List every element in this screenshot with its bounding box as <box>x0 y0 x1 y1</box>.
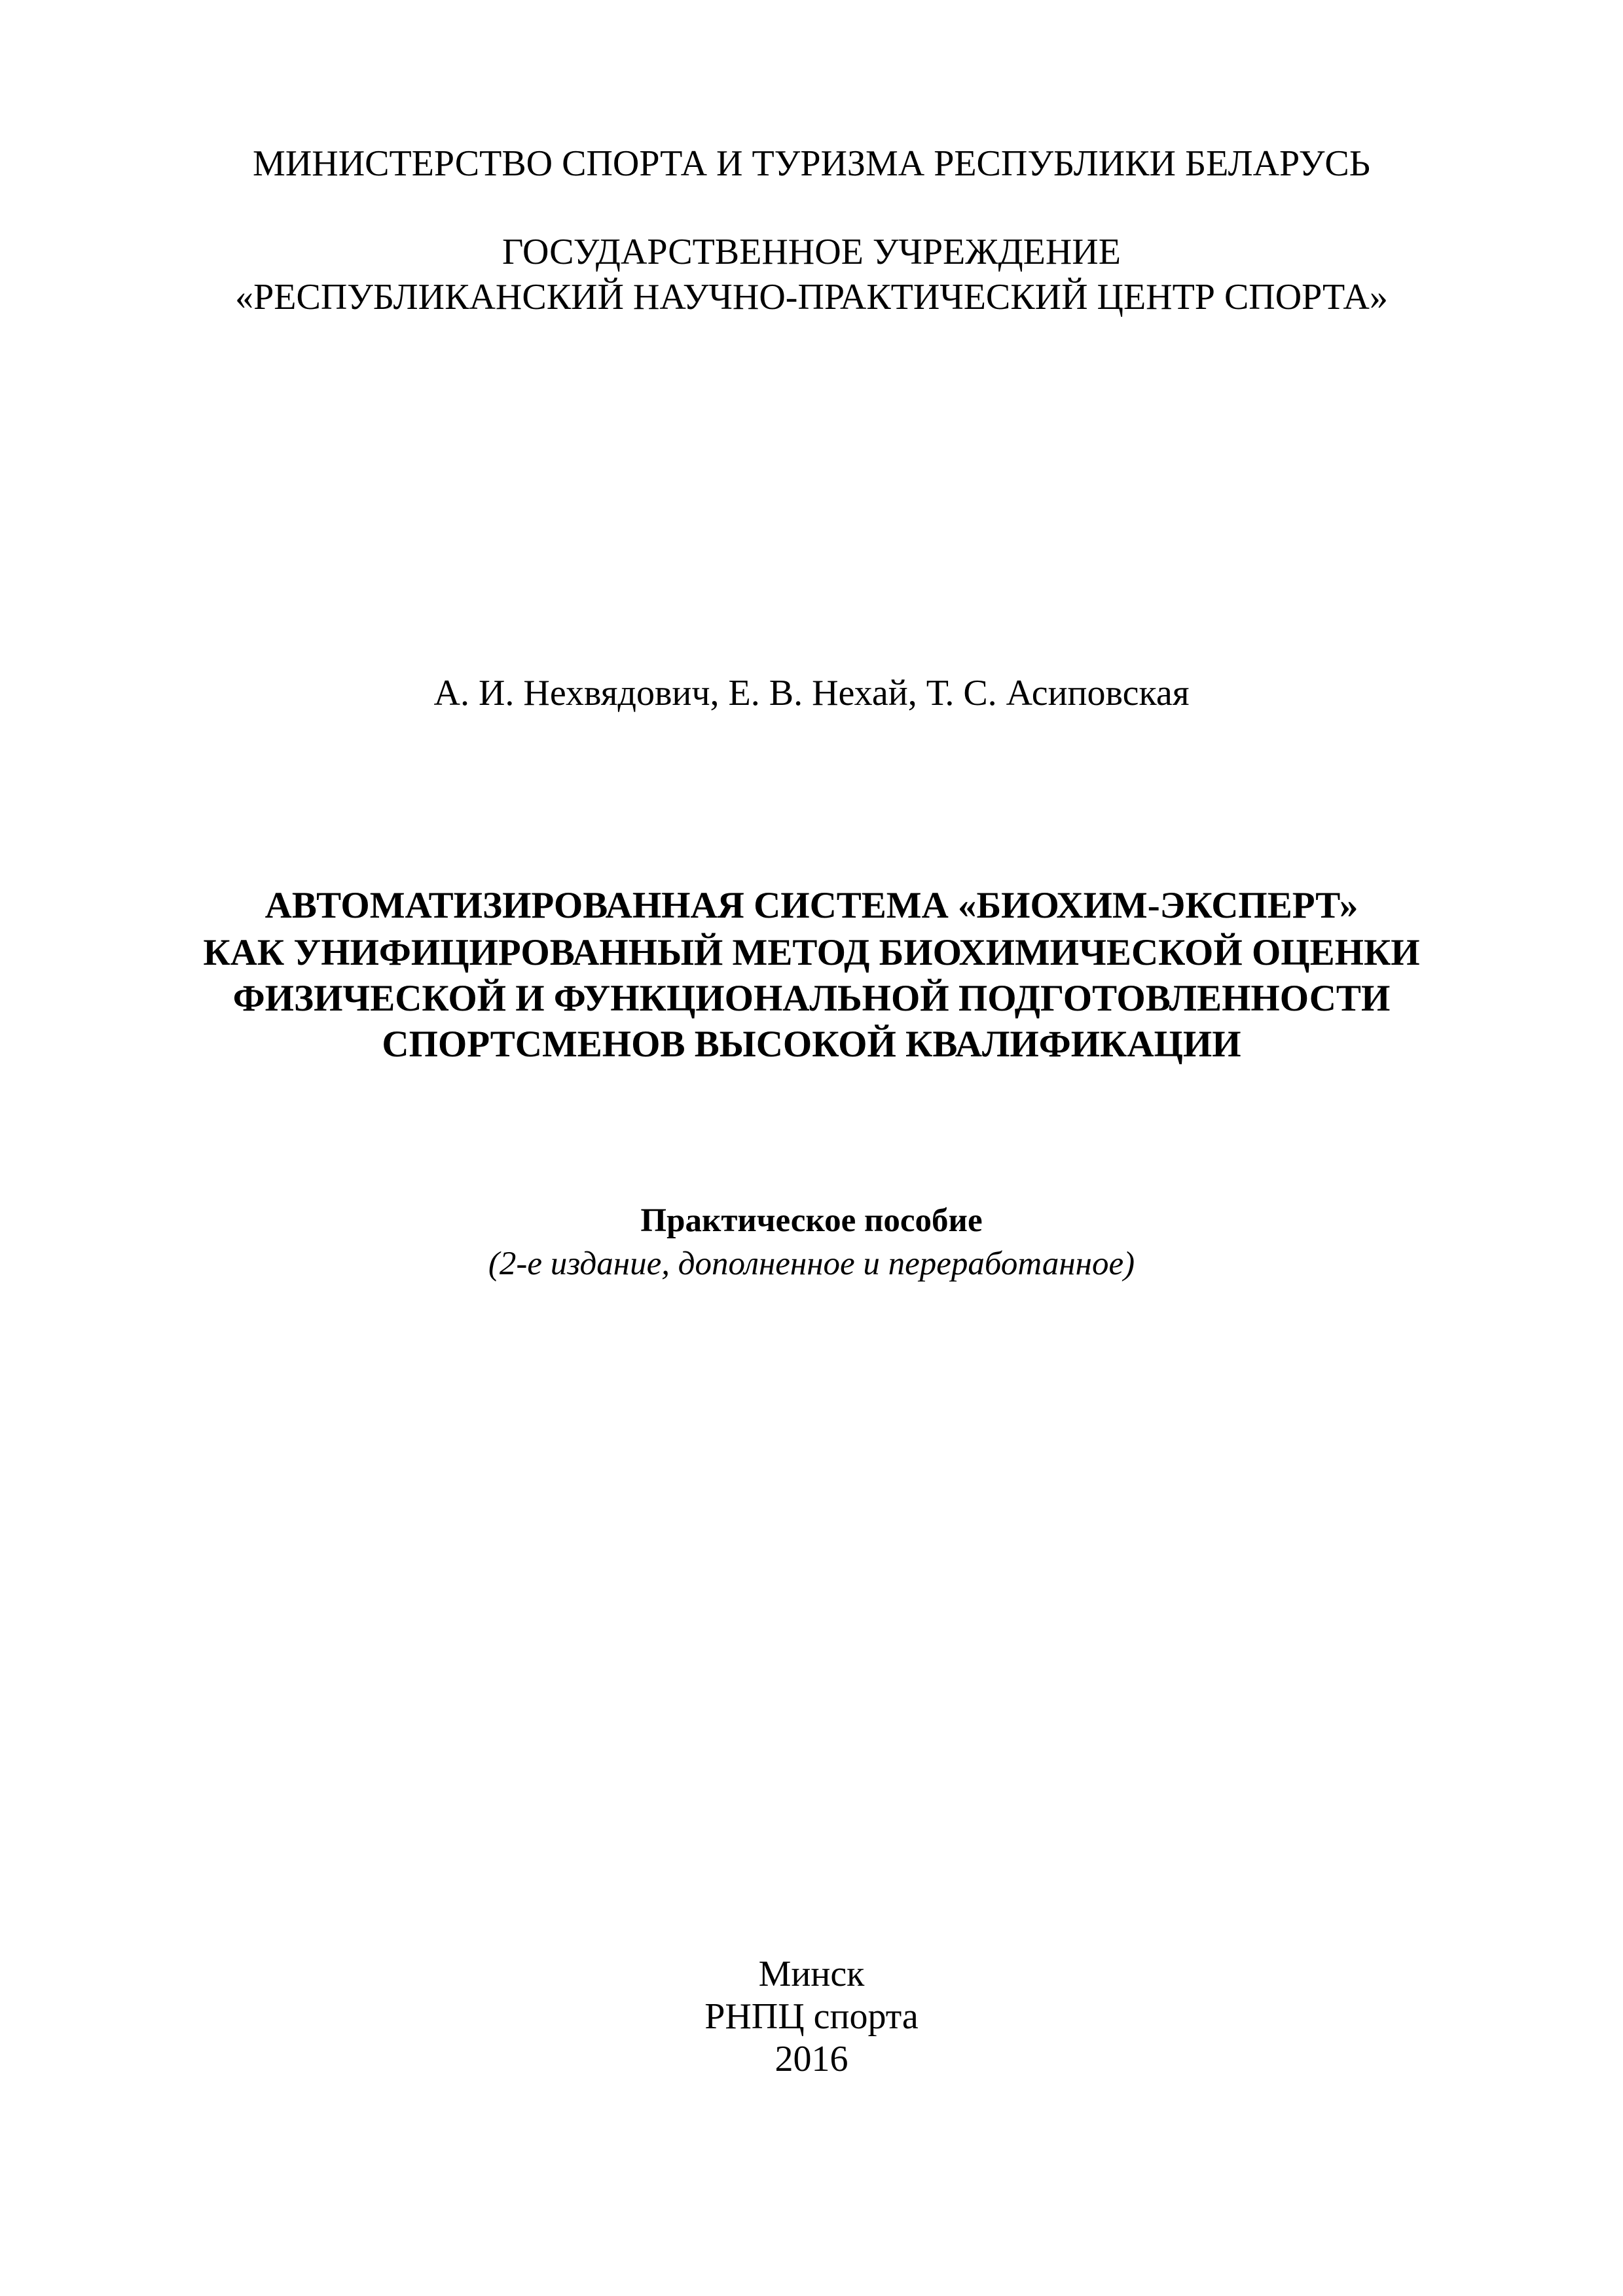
imprint-city: Минск <box>758 1954 865 1994</box>
imprint-publisher: РНПЦ спорта <box>704 1996 919 2037</box>
publication-type: Практическое пособие <box>640 1202 983 1239</box>
ministry-name: МИНИСТЕРСТВО СПОРТА И ТУРИЗМА РЕСПУБЛИКИ БЕЛАРУСЬ <box>253 143 1370 184</box>
title-line: АВТОМАТИЗИРОВАННАЯ СИСТЕМА «БИОХИМ-ЭКСПЕРТ» <box>264 885 1359 926</box>
title-line: СПОРТСМЕНОВ ВЫСОКОЙ КВАЛИФИКАЦИИ <box>382 1024 1241 1065</box>
institution-name: «РЕСПУБЛИКАНСКИЙ НАУЧНО-ПРАКТИЧЕСКИЙ ЦЕНТР СПОРТА» <box>235 277 1388 317</box>
authors: А. И. Нехвядович, Е. В. Нехай, Т. С. Асиповская <box>433 673 1190 713</box>
title-line: ФИЗИЧЕСКОЙ И ФУНКЦИОНАЛЬНОЙ ПОДГОТОВЛЕННОСТИ <box>232 978 1391 1019</box>
imprint-year: 2016 <box>775 2039 848 2079</box>
institution-type: ГОСУДАРСТВЕННОЕ УЧРЕЖДЕНИЕ <box>502 232 1121 272</box>
edition-note: (2-е издание, дополненное и переработанное) <box>488 1246 1135 1282</box>
title-line: КАК УНИФИЦИРОВАННЫЙ МЕТОД БИОХИМИЧЕСКОЙ ОЦЕНКИ <box>203 932 1420 973</box>
